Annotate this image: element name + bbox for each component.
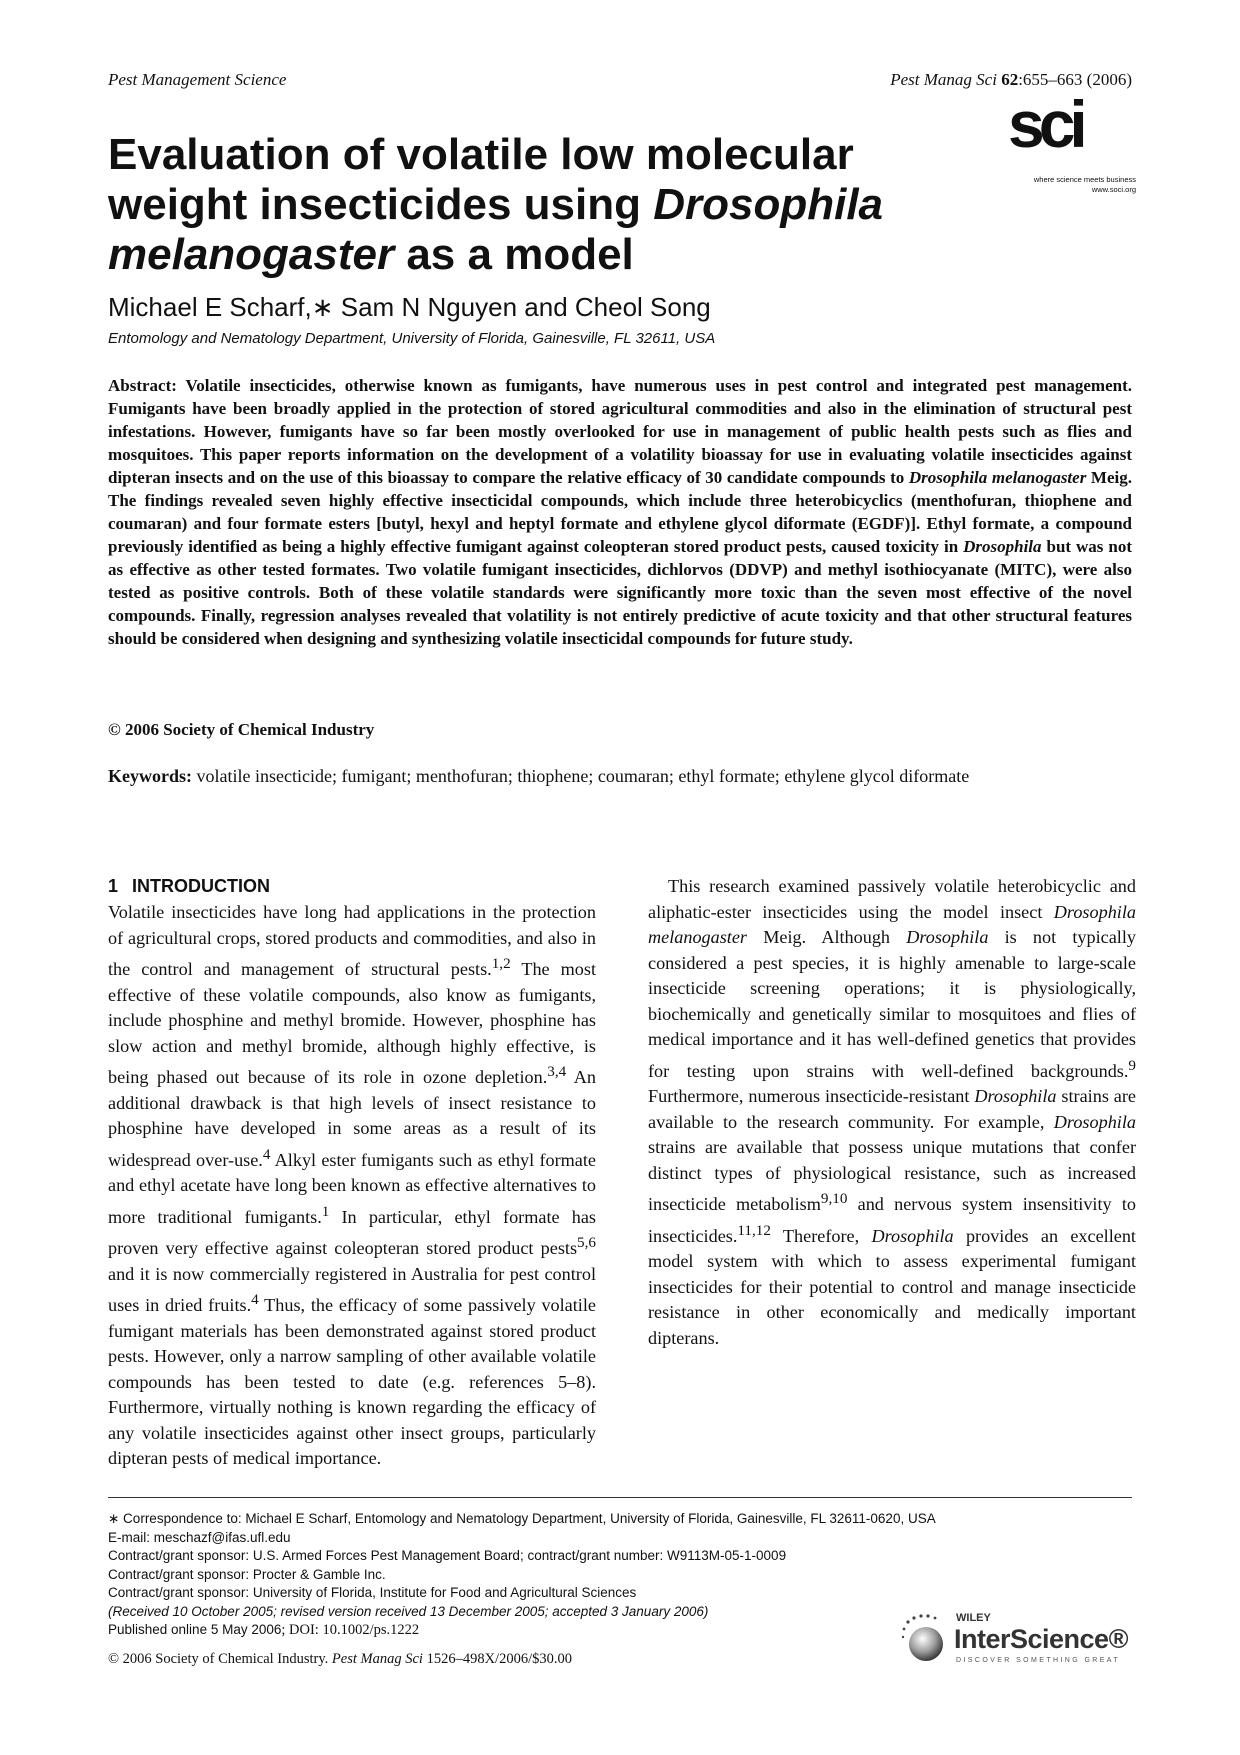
keywords: Keywords: volatile insecticide; fumigant; menthofuran; thiophene; coumaran; ethyl formate; ethylene glycol diformate (108, 766, 970, 786)
interscience-globe-icon (900, 1610, 952, 1670)
running-header-journal: Pest Management Science (108, 70, 287, 89)
footnote-sponsor: Contract/grant sponsor: University of Florida, Institute for Food and Agricultural Sciences (108, 1585, 637, 1600)
citation[interactable]: 9,10 (820, 1190, 848, 1208)
footnote-sponsor: Contract/grant sponsor: Procter & Gamble Inc. (108, 1566, 386, 1582)
interscience-wordmark: InterScience® (954, 1624, 1128, 1654)
abstract: Abstract: Volatile insecticides, otherwise known as fumigants, have numerous uses in pest control and integrated pest management. Fumigants have been broadly applied in the protection of stored agricultural commodities and also in the elimination of structural pest infestations. However, fumigants have so far been mostly overlooked for use in management of public health pests such as flies and mosquitoes. This paper reports information on the development of a volatility bioassay for use in evaluating volatile insecticides against dipteran insects and on the use of this bioassay to compare the relative efficacy of 30 candidate compounds to Drosophila melanogaster Meig. The findings revealed seven highly effective insecticidal compounds, which include three heterobicyclics (menthofuran, thiophene and coumaran) and four formate esters [butyl, hexyl and heptyl formate and ethylene glycol diformate (EGDF)]. Ethyl formate, a compound previously identified as being a highly effective fumigant against coleopteran stored product pests, caused toxicity in Drosophila but was not as effective as other tested formates. Two volatile fumigant insecticides, dichlorvos (DDVP) and methyl isothiocyanate (MITC), were also tested as positive controls. Both of these volatile standards were significantly more toxic than the seven most effective of the novel compounds. Finally, regression analyses revealed that volatility is not entirely predictive of acute toxicity and that other structural features should be considered when designing and synthesizing volatile insecticidal compounds for future study. (108, 376, 1132, 648)
footnote-correspondence: ∗ Correspondence to: Michael E Scharf, Entomology and Nematology Department, University of Florida, Gainesville, FL 32611-0620, USA (108, 1511, 936, 1526)
citation[interactable]: 11,12 (737, 1221, 771, 1239)
doi-link[interactable]: ; DOI: 10.1002/ps.1222 (281, 1622, 420, 1638)
abstract-copyright: © 2006 Society of Chemical Industry (108, 720, 375, 739)
body-column-left (108, 874, 596, 1472)
authors: Michael E Scharf,∗ Sam N Nguyen and Cheol Song (108, 292, 711, 322)
wiley-interscience-logo (900, 1610, 1132, 1672)
citation[interactable]: 1 (321, 1202, 330, 1220)
citation[interactable]: 1,2 (491, 955, 511, 972)
body-column-right (648, 874, 1136, 1351)
footnote-divider (108, 1497, 1132, 1498)
footnote-published: Published online 5 May 2006; DOI: 10.1002/ps.1222 (108, 1622, 420, 1638)
footnote-email[interactable]: E-mail: meschazf@ifas.ufl.edu (108, 1529, 291, 1545)
interscience-tagline: DISCOVER SOMETHING GREAT (956, 1657, 1121, 1664)
sci-logo (1008, 87, 1136, 199)
section-heading-introduction: 1 INTRODUCTION (108, 876, 271, 896)
sci-logo-word: sci (1008, 87, 1082, 161)
running-header-citation: Pest Manag Sci 62:655–663 (2006) (890, 70, 1132, 89)
wiley-wordmark: WILEY (956, 1612, 991, 1624)
article-title: Evaluation of volatile low molecular weight insecticides using Drosophila melanogaster as a model (108, 130, 884, 279)
citation[interactable]: 9 (1128, 1056, 1136, 1074)
affiliation: Entomology and Nematology Department, University of Florida, Gainesville, FL 32611, USA (108, 330, 716, 347)
citation[interactable]: 3,4 (547, 1063, 567, 1081)
footnote-sponsor: Contract/grant sponsor: U.S. Armed Forces Pest Management Board; contract/grant number: W9113M-05-1-0009 (108, 1548, 787, 1563)
intro-paragraph-2: This research examined passively volatile heterobicyclic and aliphatic-ester insecticides using the model insect Drosophila melanogaster Meig. Although Drosophila is not typically considered a pest species, it is highly amenable to large-scale insecticide screening operations; it is physiologically, biochemically and genetically similar to mosquitoes and flies of medical importance and it has well-defined genetics that provides for testing upon strains with well-defined backgrounds.$^9$ Furthermore, numerous insecticide-resistant Drosophila strains are available to the research community. For example, Drosophila strains are available that possess unique mutations that confer distinct types of physiological resistance, such as increased insecticide metabolism$^{9,10}$ and nervous system insensitivity to insecticides.$^{11,12}$ Therefore, Drosophila provides an excellent model system with which to assess experimental fumigant insecticides for their potential to control and manage insecticide resistance in other economically and medically important dipterans. (648, 876, 1136, 1348)
citation[interactable]: 4 (262, 1145, 271, 1163)
citation[interactable]: 5,6 (577, 1234, 596, 1252)
footer-copyright: © 2006 Society of Chemical Industry. Pest Manag Sci 1526–498X/2006/$30.00 (108, 1651, 572, 1667)
citation[interactable]: 4 (251, 1291, 259, 1309)
sci-logo-tagline: where science meets business www.soci.org (1033, 175, 1136, 194)
intro-paragraph-1: Volatile insecticides have long had applications in the protection of agricultural crops, stored products and commodities, and also in the control and management of structural pests.$^{1,2}$ The most effective of these volatile compounds, also know as fumigants, include phosphine and methyl bromide. However, phosphine has slow action and methyl bromide, although highly effective, is being phased out because of its role in ozone depletion.$^{3,4}$ An additional drawback is that high levels of insect resistance to phosphine have developed in some areas as a result of its widespread over-use.$^4$ Alkyl ester fumigants such as ethyl formate and ethyl acetate have long been known as effective alternatives to more traditional fumigants.$^1$ In particular, ethyl formate has proven very effective against coleopteran stored product pests$^{5,6}$ and it is now commercially registered in Australia for pest control uses in dried fruits.$^4$ Thus, the efficacy of some passively volatile fumigant materials has been demonstrated against stored product pests. However, only a narrow sampling of other available volatile compounds has been tested to date (e.g. references 5–8). Furthermore, virtually nothing is known regarding the efficacy of any volatile insecticides against other insect groups, particularly dipteran pests of medical importance. (108, 902, 597, 1469)
footnote-received: (Received 10 October 2005; revised version received 13 December 2005; accepted 3 January 2006) (108, 1603, 709, 1619)
